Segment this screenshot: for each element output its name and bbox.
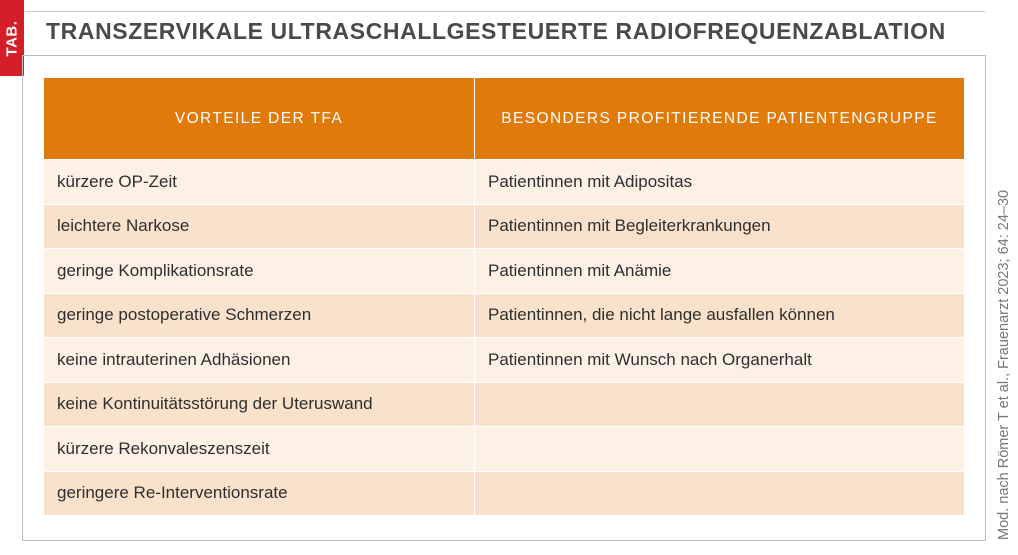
table-cell (475, 383, 964, 427)
table-cell: keine Kontinuitätsstörung der Uteruswand (44, 383, 474, 427)
table-cell: Patientinnen mit Begleiterkrankungen (475, 205, 964, 249)
table-cell: geringere Re-Interventionsrate (44, 472, 474, 516)
table-cell: geringe Komplikationsrate (44, 249, 474, 293)
tab-badge (0, 0, 24, 76)
header-patient-group: BESONDERS PROFITIERENDE PATIENTENGRUPPE (475, 78, 964, 159)
table-cell (475, 472, 964, 516)
table-cell: keine intrauterinen Adhäsionen (44, 338, 474, 382)
data-table (44, 78, 964, 515)
table-cell: kürzere Rekonvaleszenszeit (44, 427, 474, 471)
top-divider (25, 11, 985, 12)
table-cell: Patientinnen mit Wunsch nach Organerhalt (475, 338, 964, 382)
table-cell: leichtere Narkose (44, 205, 474, 249)
table-title: TRANSZERVIKALE ULTRASCHALLGESTEUERTE RADIOFREQUENZABLATION (46, 18, 946, 44)
tab-badge-label: TAB. (3, 20, 21, 56)
table-cell: Patientinnen mit Anämie (475, 249, 964, 293)
header-advantages: VORTEILE DER TFA (44, 78, 474, 159)
table-cell: Patientinnen mit Adipositas (475, 160, 964, 204)
table-cell: kürzere OP-Zeit (44, 160, 474, 204)
table-cell: Patientinnen, die nicht lange ausfallen können (475, 294, 964, 338)
table-cell (475, 427, 964, 471)
table-cell: geringe postoperative Schmerzen (44, 294, 474, 338)
source-citation: Mod. nach Römer T et al., Frauenarzt 2023; 64: 24–30 (996, 189, 1012, 540)
